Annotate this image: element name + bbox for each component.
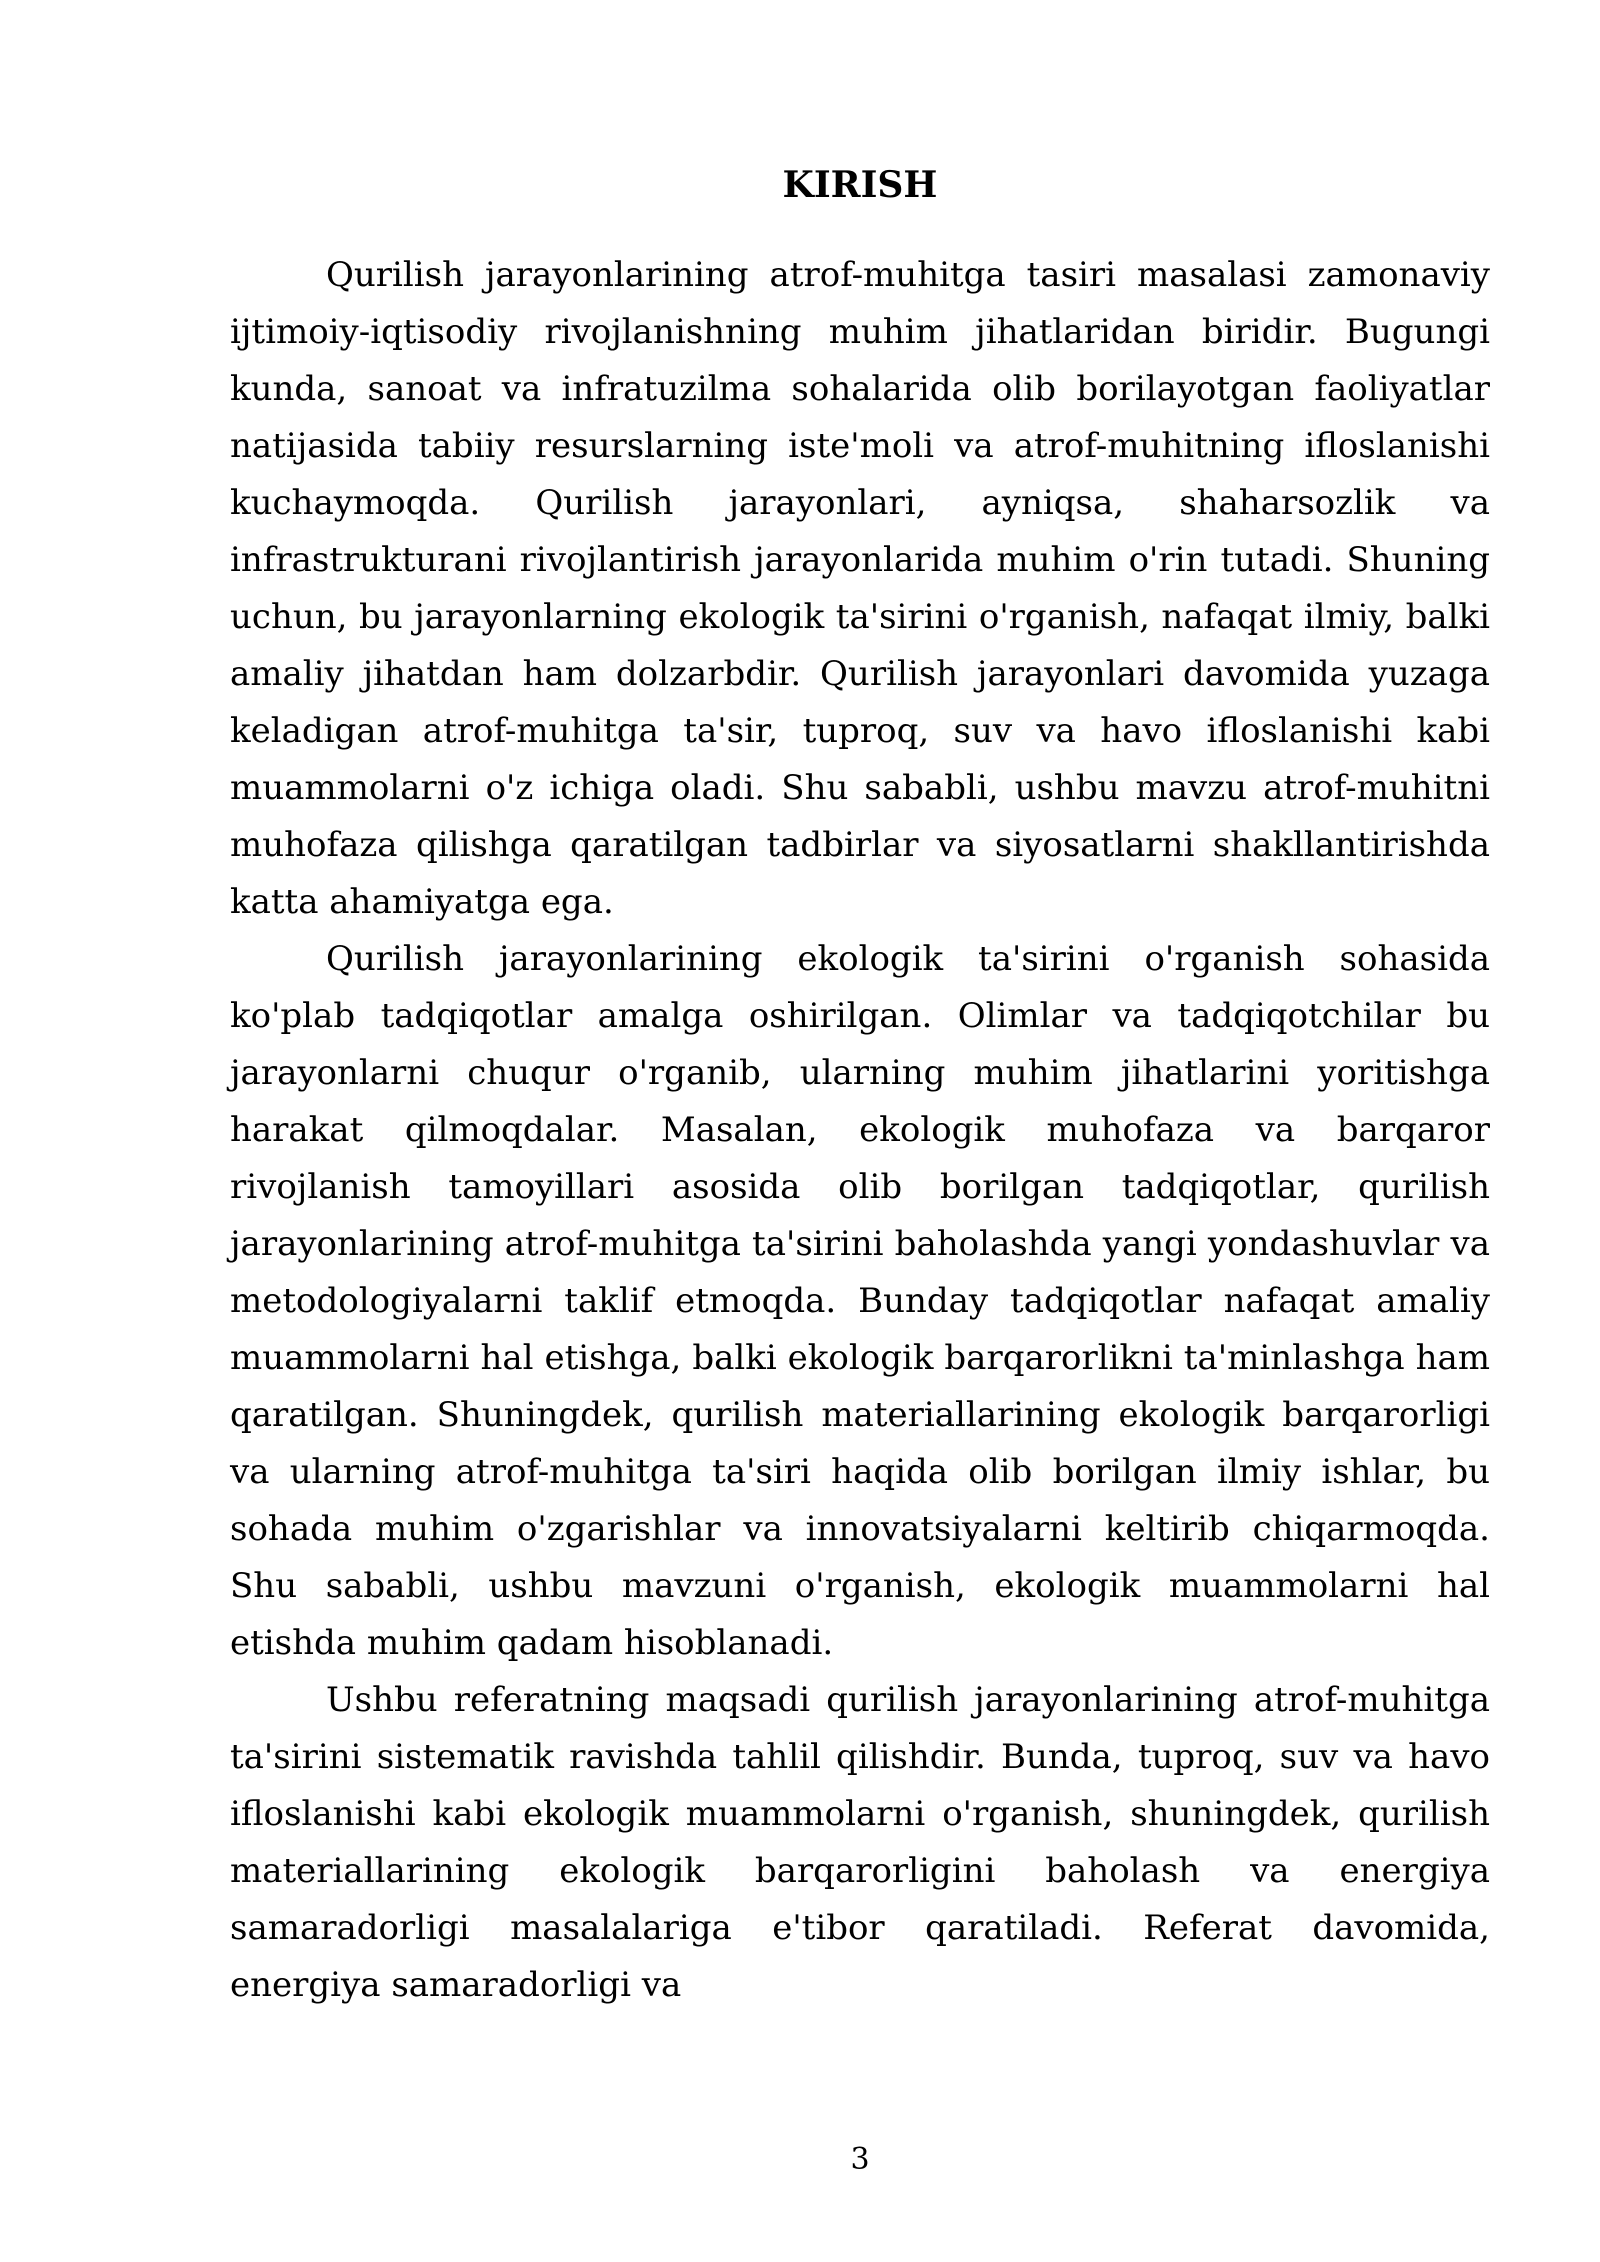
page-number: 3 bbox=[850, 2142, 870, 2177]
body-text bbox=[230, 247, 1490, 2014]
paragraph-1: Qurilish jarayonlarining atrof-muhitga tasiri masalasi zamonaviy ijtimoiy-iqtisodiy rivojlanishning muhim jihatlaridan biridir. Bugungi kunda, sanoat va infratuzilma sohalarida olib borilayotgan faoliyatlar natijasida tabiiy resurslarning iste'moli va atrof-muhitning ifloslanishi kuchaymoqda. Qurilish jarayonlari, ayniqsa, shaharsozlik va infrastrukturani rivojlantirish jarayonlarida muhim o'rin tutadi. Shuning uchun, bu jarayonlarning ekologik ta'sirini o'rganish, nafaqat ilmiy, balki amaliy jihatdan ham dolzarbdir. Qurilish jarayonlari davomida yuzaga keladigan atrof-muhitga ta'sir, tuproq, suv va havo ifloslanishi kabi muammolarni o'z ichiga oladi. Shu sababli, ushbu mavzu atrof-muhitni muhofaza qilishga qaratilgan tadbirlar va siyosatlarni shakllantirishda katta ahamiyatga ega. bbox=[230, 255, 1490, 922]
paragraph-2: Qurilish jarayonlarining ekologik ta'sirini o'rganish sohasida ko'plab tadqiqotlar amalga oshirilgan. Olimlar va tadqiqotchilar bu jarayonlarni chuqur o'rganib, ularning muhim jihatlarini yoritishga harakat qilmoqdalar. Masalan, ekologik muhofaza va barqaror rivojlanish tamoyillari asosida olib borilgan tadqiqotlar, qurilish jarayonlarining atrof-muhitga ta'sirini baholashda yangi yondashuvlar va metodologiyalarni taklif etmoqda. Bunday tadqiqotlar nafaqat amaliy muammolarni hal etishga, balki ekologik barqarorlikni ta'minlashga ham qaratilgan. Shuningdek, qurilish materiallarining ekologik barqarorligi va ularning atrof-muhitga ta'siri haqida olib borilgan ilmiy ishlar, bu sohada muhim o'zgarishlar va innovatsiyalarni keltirib chiqarmoqda. Shu sababli, ushbu mavzuni o'rganish, ekologik muammolarni hal etishda muhim qadam hisoblanadi. bbox=[230, 939, 1490, 1663]
paragraph-3: Ushbu referatning maqsadi qurilish jarayonlarining atrof-muhitga ta'sirini sistematik ravishda tahlil qilishdir. Bunda, tuproq, suv va havo ifloslanishi kabi ekologik muammolarni o'rganish, shuningdek, qurilish materiallarining ekologik barqarorligini baholash va energiya samaradorligi masalalariga e'tibor qaratiladi. Referat davomida, energiya samaradorligi va bbox=[230, 1680, 1490, 2005]
page-title: KIRISH bbox=[782, 164, 938, 206]
